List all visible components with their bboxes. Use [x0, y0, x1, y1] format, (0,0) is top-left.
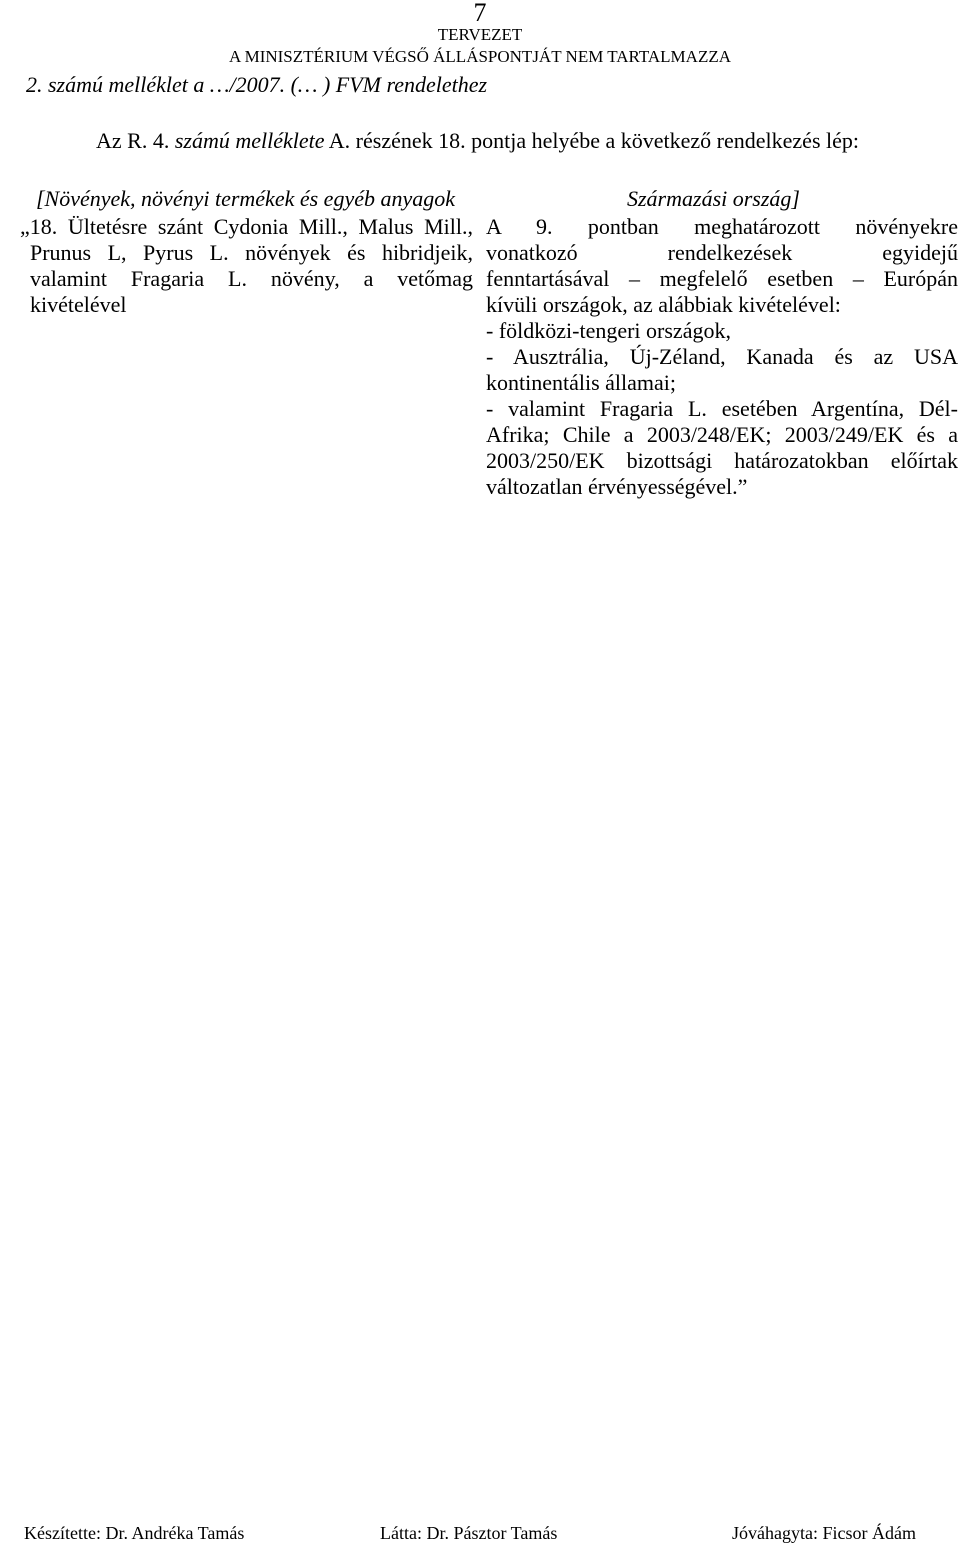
origin-line: változatlan érvényességével.”	[486, 474, 748, 499]
origin-line: 2003/250/EK bizottsági határozatokban előírtak	[486, 448, 958, 473]
products-line: Prunus L, Pyrus L. növények és hibridjeik,	[30, 240, 473, 265]
origin-line: vonatkozó rendelkezések egyidejű	[486, 240, 958, 265]
products-column	[20, 214, 473, 318]
origin-line: Afrika; Chile a 2003/248/EK; 2003/249/EK és a	[486, 422, 958, 447]
intro-text-part1: Az R. 4.	[96, 128, 175, 153]
intro-paragraph	[96, 128, 859, 154]
intro-text-italic: számú melléklete	[174, 128, 325, 153]
footer-prepared-by: Készítette: Dr. Andréka Tamás	[24, 1523, 245, 1543]
origin-line: fenntartásával – megfelelő esetben – Európán	[486, 266, 958, 291]
origin-line: kontinentális államai;	[486, 370, 677, 395]
draft-disclaimer: A MINISZTÉRIUM VÉGSŐ ÁLLÁSPONTJÁT NEM TARTALMAZZA	[228, 47, 731, 66]
footer-reviewed-by: Látta: Dr. Pásztor Tamás	[380, 1523, 558, 1543]
table-header-origin: Származási ország]	[627, 186, 800, 211]
page-number: 7	[473, 0, 487, 27]
origin-line: kívüli országok, az alábbiak kivételével:	[486, 292, 841, 317]
table-header-products: [Növények, növényi termékek és egyéb anyagok	[36, 186, 455, 211]
products-line: kivételével	[30, 292, 127, 317]
annex-title: 2. számú melléklet a …/2007. (… ) FVM rendelethez	[26, 72, 488, 97]
origin-line: A 9. pontban meghatározott növényekre	[486, 214, 958, 239]
intro-text-part3: A. részének 18. pontja helyébe a következő rendelkezés lép:	[324, 128, 859, 153]
origin-column	[486, 214, 958, 500]
products-line: valamint Fragaria L. növény, a vetőmag	[30, 266, 473, 291]
origin-line: - Ausztrália, Új-Zéland, Kanada és az USA	[486, 344, 958, 369]
products-line: „18. Ültetésre szánt Cydonia Mill., Malus Mill.,	[20, 214, 473, 239]
footer-approved-by: Jóváhagyta: Ficsor Ádám	[732, 1523, 916, 1543]
origin-line: - valamint Fragaria L. esetében Argentína, Dél-	[486, 396, 958, 421]
draft-mark: TERVEZET	[437, 25, 523, 44]
origin-line: - földközi-tengeri országok,	[486, 318, 731, 343]
